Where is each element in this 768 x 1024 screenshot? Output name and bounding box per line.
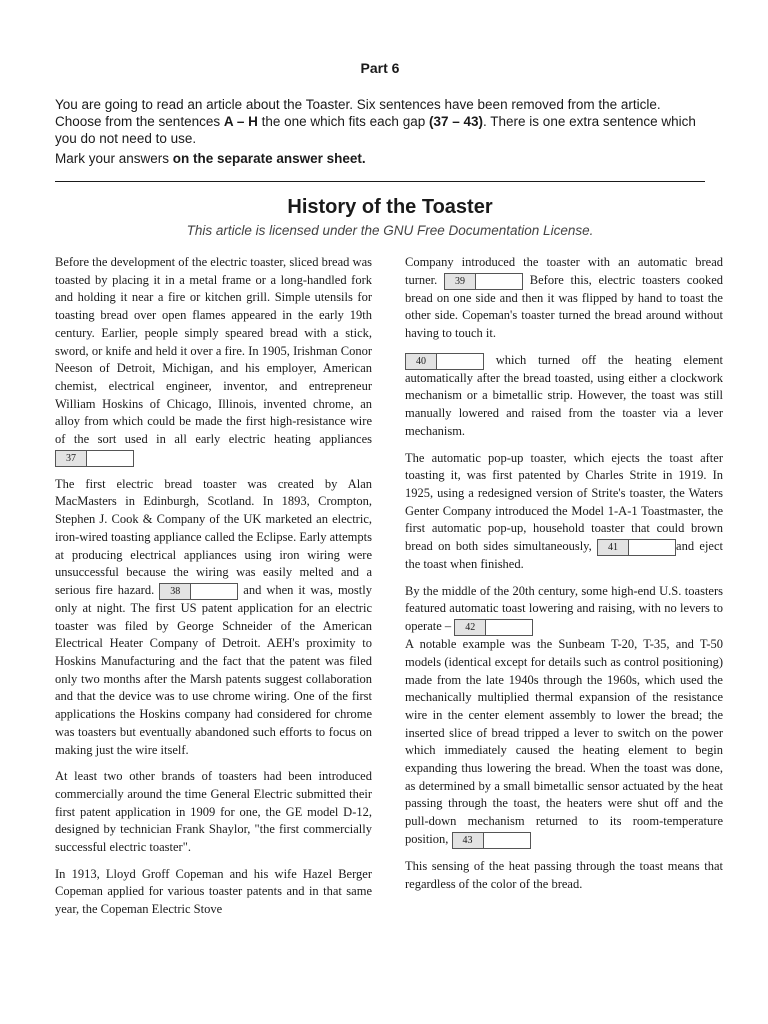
paragraph xyxy=(55,476,372,760)
instruction-letters: A – H xyxy=(223,114,258,129)
answer-gap-38[interactable] xyxy=(159,582,238,600)
paragraph-text: and when it was, mostly only at night. The first US patent application for an electric toaster was filed by George Schneider of the American Electrical Heater Company of Detroit. AEH's proximity to Hoskins Manufacturing and the fact that the patent was filed only two months after the Marsh patents suggest collaboration and that the device was to use chrome wiring. One of the first applications the Hoskins company had considered for chrome was toasters but eventually abandoned such efforts to focus on making just the wire itself. xyxy=(55,582,372,757)
article-subtitle: This article is licensed under the GNU Free Documentation License. xyxy=(186,223,594,238)
article-title: History of the Toaster xyxy=(287,196,493,218)
paragraph-text: Before this, electric toasters cooked bread on one side and then it was flipped by hand to toast the other side. Copeman's toaster turned the bread around without having to touch it. xyxy=(405,272,724,341)
gap-number: 38 xyxy=(159,583,191,600)
answer-gap-41[interactable] xyxy=(597,538,676,556)
paragraph xyxy=(55,866,372,919)
paragraph-text: The first electric bread toaster was created by Alan MacMasters in Edinburgh, Scotland. In 1893, Crompton, Stephen J. Cook & Company of the UK marketed an electric, iron-wired toasting appliance called the Eclipse. Early attempts at producing electrical appliances using iron wiring were unsuccessful because the wiring was easily melted and a serious fire hazard. xyxy=(55,476,372,597)
part-title: Part 6 xyxy=(360,60,400,76)
gap-blank[interactable] xyxy=(484,832,531,849)
answer-gap-43[interactable] xyxy=(452,831,531,849)
paragraph xyxy=(405,352,723,441)
paragraph-text: This sensing of the heat passing through the toast means that regardless of the color of the bread. xyxy=(405,858,723,891)
task-instructions xyxy=(55,96,705,147)
gap-blank[interactable] xyxy=(629,539,676,556)
task-header xyxy=(55,60,705,166)
paragraph xyxy=(55,254,372,467)
paragraph xyxy=(405,254,723,343)
gap-number: 42 xyxy=(454,619,486,636)
paragraph-text: Company introduced the toaster with an automatic bread turner. xyxy=(405,255,723,287)
instruction-text: . There is one extra sentence which you do not need to use. xyxy=(55,114,696,146)
gap-number: 43 xyxy=(452,832,484,849)
instruction-text: the one which fits each gap xyxy=(257,114,429,129)
paragraph-text: and eject the toast when finished. xyxy=(405,539,723,572)
paragraph-text: In 1913, Lloyd Groff Copeman and his wife Hazel Berger Copeman applied for various toaster patents and in that same year, the Copeman Electric Stove xyxy=(55,866,372,917)
answer-gap-37[interactable] xyxy=(55,449,134,467)
divider-line xyxy=(55,181,705,182)
gap-number: 37 xyxy=(55,450,87,467)
paragraph-text: The automatic pop-up toaster, which ejects the toast after toasting it, was first patented by Charles Strite in 1919. In 1925, using a redesigned version of Strite's toaster, the Waters Genter Company introduced the Model 1-A-1 Toastmaster, the first automatic pop-up, household toaster that could brown bread on both sides simultaneously, xyxy=(405,450,723,554)
gap-blank[interactable] xyxy=(87,450,134,467)
gap-blank[interactable] xyxy=(191,583,238,600)
gap-number: 39 xyxy=(444,273,476,290)
gap-blank[interactable] xyxy=(476,273,523,290)
paragraph xyxy=(55,768,372,857)
paragraph-text: which turned off the heating element automatically after the bread toasted, using either a clockwork mechanism or a bimetallic strip. However, the toast was still manually lowered and raised from the toaster via a lever mechanism. xyxy=(405,352,723,438)
answer-gap-40[interactable] xyxy=(405,352,484,370)
paragraph xyxy=(405,450,723,574)
paragraph-text: Before the development of the electric toaster, sliced bread was toasted by placing it in a metal frame or a long-handled fork and holding it near a fire or kitchen grill. Simple utensils for toasting bread over open flames appeared in the early 19th century. Earlier, people simply speared bread with a stick, sword, or knife and held it over a fire. In 1905, Irishman Conor Neeson of Detroit, Michigan, and his employer, American chemist, electrical engineer, inventor, and entrepreneur William Hoskins of Chicago, Illinois, invented chrome, an alloy from which could be made the first high-resistance wire of the sort used in all early electric heating appliances xyxy=(55,255,372,447)
mark-instructions xyxy=(55,151,705,166)
paragraph xyxy=(405,858,723,893)
gap-blank[interactable] xyxy=(437,353,484,370)
paragraph xyxy=(405,583,723,849)
gap-number: 40 xyxy=(405,353,437,370)
paragraph-text: A notable example was the Sunbeam T-20, T-35, and T-50 models (identical except for details such as control positioning) made from the late 1940s through the 1960s, which used the mechanically multiplied thermal expansion of the resistance wire in the center element assembly to lower the bread; the inserted slice of bread tripped a lever to switch on the power which immediately caused the heating element to begin expanding thus lowering the bread. When the toast was done, as determined by a small bimetallic sensor actuated by the heat passing through the toast, the heaters were shut off and the pull-down mechanism returned to its room-temperature position, xyxy=(405,637,723,846)
instruction-gap-range: (37 – 43) xyxy=(428,114,484,129)
paragraph-text: At least two other brands of toasters had been introduced commercially around the time General Electric submitted their first patent application in 1909 for one, the GE model D-12, designed by technician Frank Shaylor, "the first commercially successful electric toaster". xyxy=(55,769,372,855)
gap-blank[interactable] xyxy=(486,619,533,636)
mark-bold-text: on the separate answer sheet. xyxy=(172,151,366,166)
mark-text: Mark your answers xyxy=(55,151,173,166)
article-column-left xyxy=(55,254,372,928)
article-column-right xyxy=(405,254,723,902)
answer-gap-42[interactable] xyxy=(454,618,533,636)
answer-gap-39[interactable] xyxy=(444,272,523,290)
instruction-text: You are going to read an article about the Toaster. Six sentences have been removed from the article. Choose from the sentences xyxy=(55,97,661,129)
paragraph-text: By the middle of the 20th century, some high-end U.S. toasters featured automatic toast lowering and raising, with no levers to operate – xyxy=(405,583,723,634)
gap-number: 41 xyxy=(597,539,629,556)
